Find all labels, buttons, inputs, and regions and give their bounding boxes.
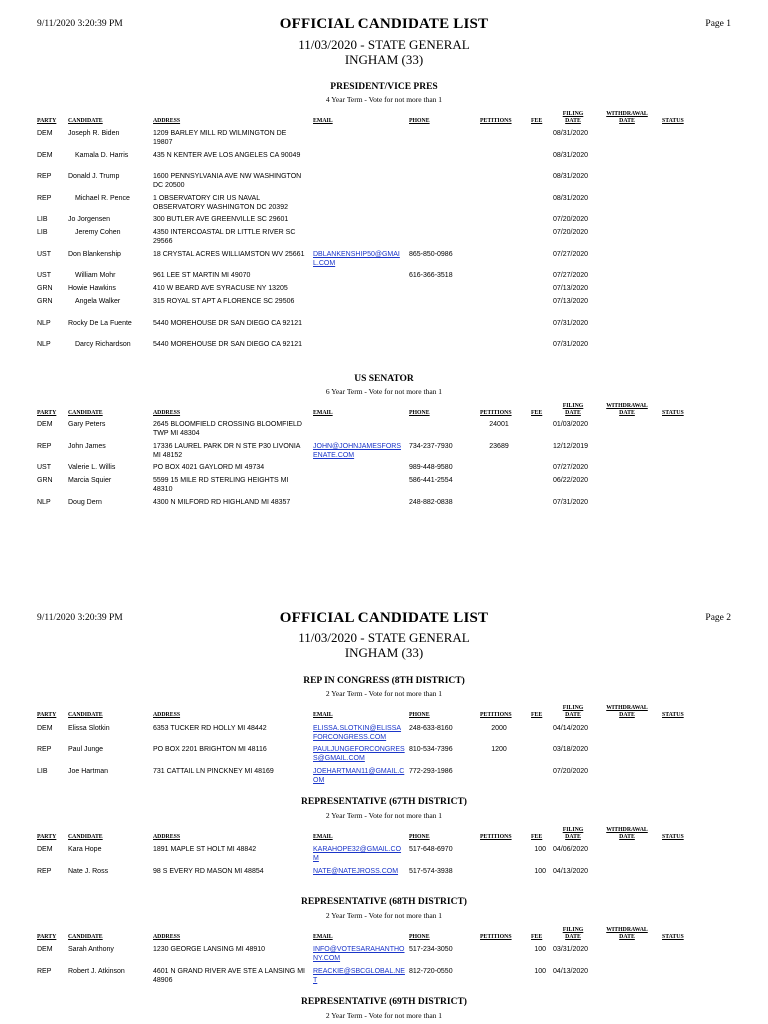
candidate-address: 1891 MAPLE ST HOLT MI 48842	[153, 846, 257, 853]
page-number: Page 1	[705, 19, 731, 29]
filing-date: 07/20/2020	[553, 216, 589, 223]
col-filing-date: FILING DATE	[562, 403, 584, 416]
phone-number: 616-366-3518	[409, 272, 453, 279]
col-phone: PHONE	[409, 712, 430, 718]
party-code: REP	[37, 443, 52, 450]
fee-amount: 100	[534, 846, 546, 853]
office-term: 4 Year Term - Vote for not more than 1	[325, 95, 443, 104]
col-petitions: PETITIONS	[480, 712, 512, 718]
phone-number: 865-850-0986	[409, 251, 453, 258]
col-phone: PHONE	[409, 410, 430, 416]
column-header-row	[0, 704, 768, 724]
office-title: US SENATOR	[354, 374, 414, 384]
column-header-row	[0, 926, 768, 946]
candidate-name: Jeremy Cohen	[75, 229, 121, 236]
petition-count: 1200	[491, 746, 507, 753]
party-code: DEM	[37, 421, 53, 428]
candidate-address: 4350 INTERCOASTAL DR LITTLE RIVER SC 29566	[153, 229, 296, 245]
col-withdrawal-date: WITHDRAWAL DATE	[606, 827, 648, 840]
col-party: PARTY	[37, 118, 57, 124]
candidate-name: John James	[68, 443, 106, 450]
col-withdrawal-date: WITHDRAWAL DATE	[606, 705, 648, 718]
candidate-name: Don Blankenship	[68, 251, 121, 258]
filing-date: 07/31/2020	[553, 341, 589, 348]
col-fee: FEE	[531, 410, 543, 416]
col-fee: FEE	[531, 834, 543, 840]
col-filing-date: FILING DATE	[562, 705, 584, 718]
candidate-name: Marcia Squier	[68, 477, 112, 484]
candidate-name: Paul Junge	[68, 746, 104, 753]
filing-date: 07/13/2020	[553, 298, 589, 305]
report-title: OFFICIAL CANDIDATE LIST	[279, 610, 489, 626]
candidate-address: 315 ROYAL ST APT A FLORENCE SC 29506	[153, 298, 295, 305]
candidate-address: PO BOX 4021 GAYLORD MI 49734	[153, 464, 265, 471]
col-filing-date: FILING DATE	[562, 111, 584, 124]
candidate-address: 6353 TUCKER RD HOLLY MI 48442	[153, 725, 267, 732]
candidate-address: 4601 N GRAND RIVER AVE STE A LANSING MI 48906	[153, 968, 305, 984]
candidate-name: Angela Walker	[75, 298, 121, 305]
page-number: Page 2	[705, 613, 731, 623]
candidate-address: 961 LEE ST MARTIN MI 49070	[153, 272, 251, 279]
office-title: REP IN CONGRESS (8TH DISTRICT)	[303, 676, 465, 686]
party-code: GRN	[37, 298, 53, 305]
office-title: REPRESENTATIVE (69TH DISTRICT)	[301, 997, 467, 1007]
office-title: PRESIDENT/VICE PRES	[330, 82, 438, 92]
email-link[interactable]: DBLANKENSHIP50@GMAIL.COM	[313, 251, 400, 267]
col-filing-date: FILING DATE	[562, 827, 584, 840]
col-party: PARTY	[37, 712, 57, 718]
candidate-name: Donald J. Trump	[68, 173, 120, 180]
col-phone: PHONE	[409, 118, 430, 124]
phone-number: 989-448-9580	[409, 464, 453, 471]
party-code: DEM	[37, 725, 53, 732]
col-status: STATUS	[662, 410, 684, 416]
candidate-address: 1 OBSERVATORY CIR US NAVAL OBSERVATORY WASHINGTON DC 20392	[153, 195, 288, 211]
fee-amount: 100	[534, 946, 546, 953]
candidate-name: Michael R. Pence	[75, 195, 130, 202]
phone-number: 248-882-0838	[409, 499, 453, 506]
candidate-name: Valerie L. Willis	[68, 464, 116, 471]
party-code: DEM	[37, 130, 53, 137]
party-code: DEM	[37, 946, 53, 953]
petition-count: 23689	[489, 443, 509, 450]
filing-date: 12/12/2019	[553, 443, 589, 450]
office-term: 2 Year Term - Vote for not more than 1	[325, 689, 443, 698]
office-term: 2 Year Term - Vote for not more than 1	[325, 1011, 443, 1020]
candidate-name: William Mohr	[75, 272, 116, 279]
filing-date: 07/27/2020	[553, 464, 589, 471]
candidate-name: Gary Peters	[68, 421, 106, 428]
filing-date: 07/31/2020	[553, 499, 589, 506]
party-code: GRN	[37, 477, 53, 484]
col-email: EMAIL	[313, 834, 333, 840]
candidate-address: 1230 GEORGE LANSING MI 48910	[153, 946, 266, 953]
email-link[interactable]: KARAHOPE32@GMAIL.COM	[313, 846, 402, 862]
office-title: REPRESENTATIVE (67TH DISTRICT)	[301, 797, 467, 807]
fee-amount: 100	[534, 968, 546, 975]
candidate-address: 435 N KENTER AVE LOS ANGELES CA 90049	[153, 152, 301, 159]
candidate-address: PO BOX 2201 BRIGHTON MI 48116	[153, 746, 267, 753]
election-name: 11/03/2020 - STATE GENERAL	[298, 37, 470, 52]
email-link[interactable]: ELISSA.SLOTKIN@ELISSAFORCONGRESS.COM	[313, 725, 402, 741]
filing-date: 03/31/2020	[553, 946, 589, 953]
filing-date: 04/06/2020	[553, 846, 589, 853]
phone-number: 586-441-2554	[409, 477, 453, 484]
candidate-address: 4300 N MILFORD RD HIGHLAND MI 48357	[153, 499, 291, 506]
party-code: GRN	[37, 285, 53, 292]
col-address: ADDRESS	[153, 712, 181, 718]
candidate-name: Rocky De La Fuente	[68, 320, 132, 327]
col-candidate: CANDIDATE	[68, 934, 103, 940]
candidate-name: Kara Hope	[68, 846, 102, 853]
filing-date: 07/20/2020	[553, 768, 589, 775]
candidate-name: Nate J. Ross	[68, 868, 109, 875]
candidate-address: 5599 15 MILE RD STERLING HEIGHTS MI 48310	[153, 477, 289, 493]
email-link[interactable]: JOEHARTMAN11@GMAIL.COM	[313, 768, 405, 784]
col-party: PARTY	[37, 934, 57, 940]
office-title: REPRESENTATIVE (68TH DISTRICT)	[301, 897, 467, 907]
candidate-name: Jo Jorgensen	[68, 216, 111, 223]
filing-date: 08/31/2020	[553, 130, 589, 137]
candidate-address: 98 S EVERY RD MASON MI 48854	[153, 868, 264, 875]
election-name: 11/03/2020 - STATE GENERAL	[298, 630, 470, 645]
col-candidate: CANDIDATE	[68, 712, 103, 718]
col-withdrawal-date: WITHDRAWAL DATE	[606, 403, 648, 416]
col-petitions: PETITIONS	[480, 934, 512, 940]
filing-date: 07/13/2020	[553, 285, 589, 292]
candidate-address: 300 BUTLER AVE GREENVILLE SC 29601	[153, 216, 289, 223]
office-term: 6 Year Term - Vote for not more than 1	[325, 387, 443, 396]
candidate-address: 731 CATTAIL LN PINCKNEY MI 48169	[153, 768, 274, 775]
party-code: UST	[37, 251, 51, 258]
candidate-address: 18 CRYSTAL ACRES WILLIAMSTON WV 25661	[153, 251, 305, 258]
phone-number: 517-234-3050	[409, 946, 453, 953]
candidate-name: Sarah Anthony	[68, 946, 114, 953]
county-name: INGHAM (33)	[344, 645, 424, 660]
col-candidate: CANDIDATE	[68, 410, 103, 416]
email-link[interactable]: REACKIE@SBCGLOBAL.NET	[313, 968, 405, 984]
county-name: INGHAM (33)	[344, 52, 424, 67]
candidate-name: Elissa Slotkin	[68, 725, 110, 732]
filing-date: 08/31/2020	[553, 152, 589, 159]
col-party: PARTY	[37, 410, 57, 416]
party-code: REP	[37, 968, 52, 975]
party-code: DEM	[37, 152, 53, 159]
col-fee: FEE	[531, 712, 543, 718]
candidate-name: Howie Hawkins	[68, 285, 116, 292]
filing-date: 06/22/2020	[553, 477, 589, 484]
col-email: EMAIL	[313, 712, 333, 718]
report-timestamp: 9/11/2020 3:20:39 PM	[37, 19, 123, 29]
col-withdrawal-date: WITHDRAWAL DATE	[606, 111, 648, 124]
party-code: LIB	[37, 768, 48, 775]
col-filing-date: FILING DATE	[562, 927, 584, 940]
filing-date: 03/18/2020	[553, 746, 589, 753]
phone-number: 734-237-7930	[409, 443, 453, 450]
filing-date: 07/27/2020	[553, 272, 589, 279]
filing-date: 04/13/2020	[553, 968, 589, 975]
filing-date: 08/31/2020	[553, 173, 589, 180]
office-term: 2 Year Term - Vote for not more than 1	[325, 911, 443, 920]
filing-date: 08/31/2020	[553, 195, 589, 202]
email-link[interactable]: PAULJUNGEFORCONGRESS@GMAIL.COM	[313, 746, 405, 762]
column-header-row	[0, 826, 768, 846]
party-code: NLP	[37, 499, 51, 506]
party-code: REP	[37, 746, 52, 753]
col-status: STATUS	[662, 834, 684, 840]
petition-count: 24001	[489, 421, 509, 428]
candidate-name: Joe Hartman	[68, 768, 109, 775]
email-link[interactable]: JOHN@JOHNJAMESFORSENATE.COM	[313, 443, 401, 459]
party-code: UST	[37, 464, 51, 471]
column-header-row	[0, 110, 768, 130]
col-candidate: CANDIDATE	[68, 118, 103, 124]
filing-date: 04/14/2020	[553, 725, 589, 732]
report-title: OFFICIAL CANDIDATE LIST	[279, 16, 489, 32]
party-code: LIB	[37, 216, 48, 223]
col-petitions: PETITIONS	[480, 834, 512, 840]
candidate-address: 1209 BARLEY MILL RD WILMINGTON DE 19807	[153, 130, 287, 146]
email-link[interactable]: NATE@NATEJROSS.COM	[313, 868, 399, 875]
office-term: 2 Year Term - Vote for not more than 1	[325, 811, 443, 820]
filing-date: 04/13/2020	[553, 868, 589, 875]
candidate-address: 5440 MOREHOUSE DR SAN DIEGO CA 92121	[153, 320, 302, 327]
party-code: DEM	[37, 846, 53, 853]
phone-number: 517-648-6970	[409, 846, 453, 853]
filing-date: 07/27/2020	[553, 251, 589, 258]
filing-date: 01/03/2020	[553, 421, 589, 428]
phone-number: 812-720-0550	[409, 968, 453, 975]
col-email: EMAIL	[313, 410, 333, 416]
col-status: STATUS	[662, 712, 684, 718]
col-party: PARTY	[37, 834, 57, 840]
fee-amount: 100	[534, 868, 546, 875]
filing-date: 07/20/2020	[553, 229, 589, 236]
column-header-row	[0, 402, 768, 422]
phone-number: 517-574-3938	[409, 868, 453, 875]
party-code: NLP	[37, 341, 51, 348]
phone-number: 248-633-8160	[409, 725, 453, 732]
candidate-address: 17336 LAUREL PARK DR N STE P30 LIVONIA MI 48152	[153, 443, 301, 459]
col-phone: PHONE	[409, 934, 430, 940]
candidate-name: Robert J. Atkinson	[68, 968, 125, 975]
col-email: EMAIL	[313, 118, 333, 124]
col-status: STATUS	[662, 934, 684, 940]
col-address: ADDRESS	[153, 934, 181, 940]
petition-count: 2000	[491, 725, 507, 732]
col-petitions: PETITIONS	[480, 410, 512, 416]
phone-number: 810-534-7396	[409, 746, 453, 753]
party-code: REP	[37, 868, 52, 875]
email-link[interactable]: INFO@VOTESARAHANTHONY.COM	[313, 946, 405, 962]
phone-number: 772-293-1986	[409, 768, 453, 775]
col-withdrawal-date: WITHDRAWAL DATE	[606, 927, 648, 940]
report-timestamp: 9/11/2020 3:20:39 PM	[37, 613, 123, 623]
candidate-address: 2645 BLOOMFIELD CROSSING BLOOMFIELD TWP MI 48304	[153, 421, 302, 437]
party-code: REP	[37, 173, 52, 180]
col-address: ADDRESS	[153, 118, 181, 124]
party-code: LIB	[37, 229, 48, 236]
candidate-address: 5440 MOREHOUSE DR SAN DIEGO CA 92121	[153, 341, 302, 348]
candidate-address: 1600 PENNSYLVANIA AVE NW WASHINGTON DC 20500	[153, 173, 302, 189]
col-address: ADDRESS	[153, 834, 181, 840]
col-fee: FEE	[531, 118, 543, 124]
candidate-name: Darcy Richardson	[75, 341, 131, 348]
candidate-address: 410 W BEARD AVE SYRACUSE NY 13205	[153, 285, 288, 292]
col-phone: PHONE	[409, 834, 430, 840]
col-status: STATUS	[662, 118, 684, 124]
col-petitions: PETITIONS	[480, 118, 512, 124]
col-fee: FEE	[531, 934, 543, 940]
col-candidate: CANDIDATE	[68, 834, 103, 840]
col-email: EMAIL	[313, 934, 333, 940]
candidate-name: Joseph R. Biden	[68, 130, 120, 137]
party-code: UST	[37, 272, 51, 279]
candidate-name: Kamala D. Harris	[75, 152, 129, 159]
party-code: NLP	[37, 320, 51, 327]
candidate-name: Doug Dern	[68, 499, 102, 506]
party-code: REP	[37, 195, 52, 202]
filing-date: 07/31/2020	[553, 320, 589, 327]
col-address: ADDRESS	[153, 410, 181, 416]
